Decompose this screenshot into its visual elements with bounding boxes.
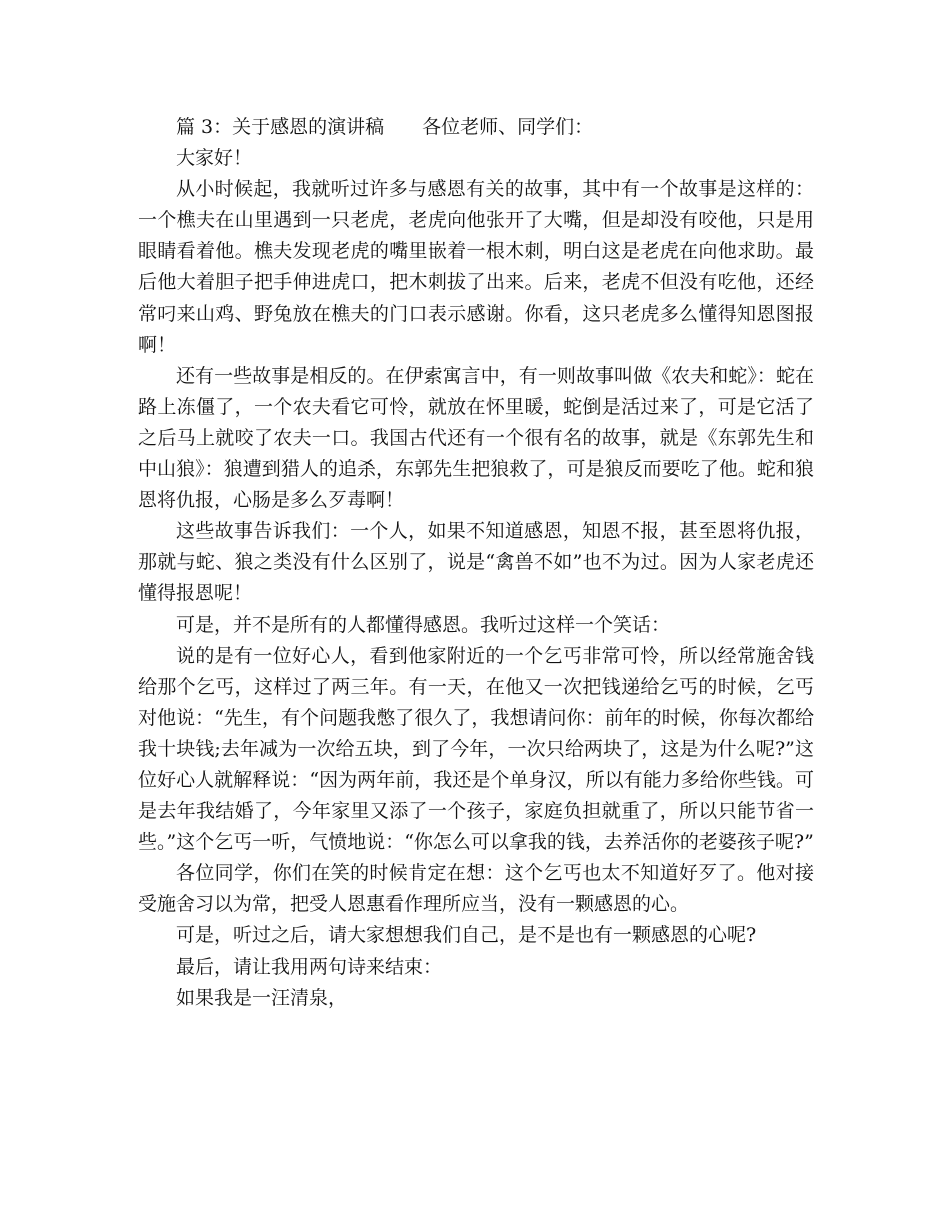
document-title-line: 篇 3：关于感恩的演讲稿 各位老师、同学们： <box>176 116 594 138</box>
paragraph-greeting: 大家好！ <box>176 147 253 170</box>
paragraph-ungrateful-stories: 还有一些故事是相反的。在伊索寓言中，有一则故事叫做《农夫和蛇》：蛇在路上冻僵了，一个农夫看它可怜，就放在怀里暖，蛇倒是活过来了，可是它活了之后马上就咬了农夫一口。我国古代还有一个很有名的故事，就是《东郭先生和中山狼》：狼遭到猎人的追杀，东郭先生把狼救了，可是狼反而要吃了他。蛇和狼恩将仇报，心肠是多么歹毒啊！ <box>138 364 814 512</box>
document-body <box>138 112 814 1014</box>
paragraph-reflection: 各位同学，你们在笑的时候肯定在想：这个乞丐也太不知道好歹了。他对接受施舍习以为常，把受人恩惠看作理所应当，没有一颗感恩的心。 <box>138 862 814 916</box>
paragraph-poem-line: 如果我是一汪清泉， <box>176 986 348 1009</box>
paragraph-woodcutter-story: 从小时候起，我就听过许多与感恩有关的故事，其中有一个故事是这样的：一个樵夫在山里遇到一只老虎，老虎向他张开了大嘴，但是却没有咬他，只是用眼睛看着他。樵夫发现老虎的嘴里嵌着一根木刺，明白这是老虎在向他求助。最后他大着胆子把手伸进虎口，把木刺拔了出来。后来，老虎不但没有吃他，还经常叼来山鸡、野兔放在樵夫的门口表示感谢。你看，这只老虎多么懂得知恩图报啊！ <box>138 178 814 356</box>
paragraph-closing-intro: 最后，请让我用两句诗来结束： <box>176 955 443 978</box>
paragraph-joke-intro: 可是，并不是所有的人都懂得感恩。我听过这样一个笑话： <box>176 613 671 636</box>
paragraph-lesson: 这些故事告诉我们：一个人，如果不知道感恩，知恩不报，甚至恩将仇报，那就与蛇、狼之类没有什么区别了，说是“禽兽不如”也不为过。因为人家老虎还懂得报恩呢！ <box>138 520 814 605</box>
paragraph-beggar-joke: 说的是有一位好心人，看到他家附近的一个乞丐非常可怜，所以经常施舍钱给那个乞丐，这样过了两三年。有一天，在他又一次把钱递给乞丐的时候，乞丐对他说：“先生，有个问题我憋了很久了，我想请问你：前年的时候，你每次都给我十块钱;去年减为一次给五块，到了今年，一次只给两块了，这是为什么呢?”这位好心人就解释说：“因为两年前，我还是个单身汉，所以有能力多给你些钱。可是去年我结婚了，今年家里又添了一个孩子，家庭负担就重了，所以只能节省一些。”这个乞丐一听，气愤地说：“你怎么可以拿我的钱，去养活你的老婆孩子呢?” <box>138 644 814 854</box>
paragraph-question: 可是，听过之后，请大家想想我们自己，是不是也有一颗感恩的心呢? <box>176 924 757 947</box>
